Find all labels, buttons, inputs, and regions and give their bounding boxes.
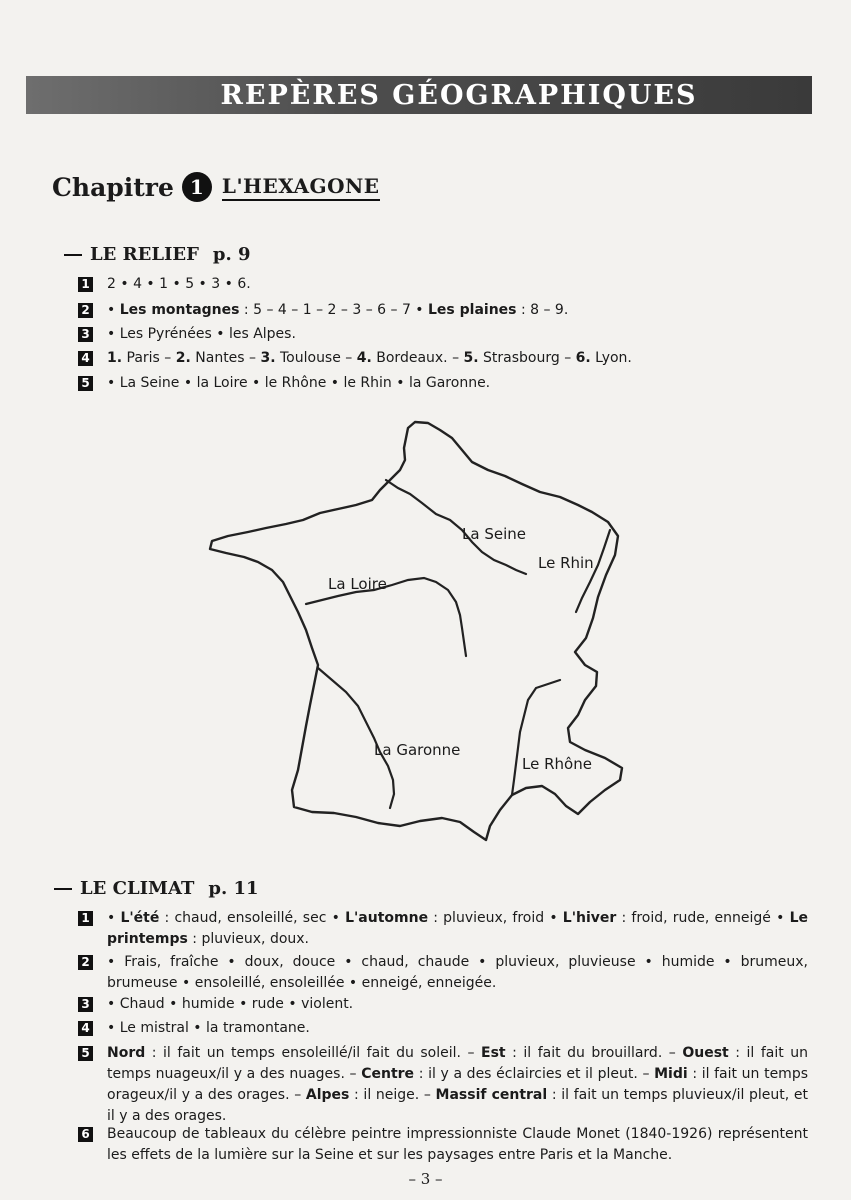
item-text: • Le mistral • la tramontane. bbox=[107, 1020, 310, 1036]
item-text: : il y a des éclaircies et il pleut. – bbox=[414, 1066, 655, 1082]
section-page-ref: p. 9 bbox=[212, 244, 251, 265]
item-number: 2 bbox=[78, 955, 93, 970]
item-number: 4 bbox=[78, 351, 93, 366]
page-number: – 3 – bbox=[408, 1170, 443, 1188]
item-text: : chaud, ensoleillé, sec • bbox=[159, 910, 346, 926]
item-keyword: Les plaines bbox=[428, 302, 517, 318]
item-number: 2 bbox=[78, 303, 93, 318]
item-text: Nantes – bbox=[190, 350, 261, 366]
item-text: : pluvieux, froid • bbox=[428, 910, 563, 926]
chapter-word: Chapitre bbox=[52, 172, 174, 202]
label-la-seine: La Seine bbox=[462, 525, 526, 543]
river-garonne bbox=[318, 668, 394, 808]
item-number: 1 bbox=[78, 911, 93, 926]
section-title: LE RELIEF bbox=[90, 244, 199, 265]
item-text: • bbox=[107, 302, 120, 318]
item-keyword: Midi bbox=[654, 1066, 688, 1082]
heading-dash bbox=[54, 888, 72, 890]
item-number: 5 bbox=[78, 376, 93, 391]
climat-item-1 bbox=[78, 908, 808, 950]
item-keyword: L'été bbox=[120, 910, 160, 926]
item-keyword: Alpes bbox=[305, 1087, 350, 1103]
france-outline bbox=[210, 422, 622, 840]
item-keyword: Est bbox=[481, 1045, 506, 1061]
item-text: : il fait un temps nuageux/il y a des nuages. – bbox=[107, 1045, 808, 1082]
item-number: 3 bbox=[78, 997, 93, 1012]
item-number: 6 bbox=[78, 1127, 93, 1142]
section-climat-heading bbox=[54, 878, 259, 899]
chapter-title: L'HEXAGONE bbox=[222, 174, 380, 201]
section-title: LE CLIMAT bbox=[80, 878, 195, 899]
item-number: 1 bbox=[78, 277, 93, 292]
climat-item-4 bbox=[78, 1018, 808, 1039]
item-keyword: 4. bbox=[356, 350, 372, 366]
item-text: : 8 – 9. bbox=[516, 302, 569, 318]
item-text: : il neige. – bbox=[349, 1087, 436, 1103]
item-keyword: L'automne bbox=[345, 910, 429, 926]
item-keyword: Nord bbox=[107, 1045, 146, 1061]
climat-item-2 bbox=[78, 952, 808, 994]
item-keyword: Le printemps bbox=[107, 910, 808, 947]
item-text: Toulouse – bbox=[275, 350, 357, 366]
item-text: Paris – bbox=[122, 350, 176, 366]
item-keyword: 3. bbox=[260, 350, 276, 366]
banner-title: REPÈRES GÉOGRAPHIQUES bbox=[220, 80, 698, 111]
item-text: : froid, rude, enneigé • bbox=[616, 910, 790, 926]
item-text: • Chaud • humide • rude • violent. bbox=[107, 996, 354, 1012]
item-text: • bbox=[107, 910, 121, 926]
item-keyword: L'hiver bbox=[562, 910, 617, 926]
item-text: Bordeaux. – bbox=[371, 350, 464, 366]
item-text: : 5 – 4 – 1 – 2 – 3 – 6 – 7 • bbox=[239, 302, 429, 318]
label-le-rhin: Le Rhin bbox=[538, 554, 594, 572]
item-keyword: Massif central bbox=[435, 1087, 548, 1103]
section-page-ref: p. 11 bbox=[208, 878, 259, 899]
item-keyword: Centre bbox=[361, 1066, 415, 1082]
item-keyword: 6. bbox=[575, 350, 591, 366]
label-la-loire: La Loire bbox=[328, 575, 387, 593]
climat-item-6 bbox=[78, 1124, 808, 1166]
item-keyword: 1. bbox=[107, 350, 123, 366]
item-number: 4 bbox=[78, 1021, 93, 1036]
item-text: Strasbourg – bbox=[478, 350, 576, 366]
river-rhone bbox=[512, 680, 560, 795]
item-keyword: 2. bbox=[175, 350, 191, 366]
item-text: • Les Pyrénées • les Alpes. bbox=[107, 326, 296, 342]
climat-item-5 bbox=[78, 1043, 808, 1127]
item-text: • Frais, fraîche • doux, douce • chaud, chaude • pluvieux, pluvieuse • humide • brumeux, brumeuse • ensoleillé, ensoleillée • enneigé, enneigée. bbox=[107, 954, 808, 991]
item-text: : il fait un temps pluvieux/il pleut, et il y a des orages. bbox=[107, 1087, 808, 1124]
item-text: : il fait un temps ensoleillé/il fait du soleil. – bbox=[145, 1045, 482, 1061]
item-number: 5 bbox=[78, 1046, 93, 1061]
label-la-garonne: La Garonne bbox=[374, 741, 461, 759]
item-text: • La Seine • la Loire • le Rhône • le Rhin • la Garonne. bbox=[107, 375, 491, 391]
item-keyword: 5. bbox=[463, 350, 479, 366]
climat-item-3 bbox=[78, 994, 808, 1015]
item-number: 3 bbox=[78, 327, 93, 342]
chapter-number-badge: 1 bbox=[182, 172, 212, 202]
item-text: : il fait du brouillard. – bbox=[505, 1045, 683, 1061]
item-text: : il fait un temps orageux/il y a des orages. – bbox=[107, 1066, 808, 1103]
item-text: : pluvieux, doux. bbox=[187, 931, 310, 947]
item-keyword: Ouest bbox=[682, 1045, 729, 1061]
item-keyword: Les montagnes bbox=[119, 302, 240, 318]
label-le-rhone: Le Rhône bbox=[522, 755, 592, 773]
item-text: Beaucoup de tableaux du célèbre peintre impressionniste Claude Monet (1840-1926) représentent les effets de la lumière sur la Seine et sur les paysages entre Paris et la Manche. bbox=[107, 1126, 808, 1163]
item-text: Lyon. bbox=[590, 350, 632, 366]
item-text: 2 • 4 • 1 • 5 • 3 • 6. bbox=[107, 276, 251, 292]
